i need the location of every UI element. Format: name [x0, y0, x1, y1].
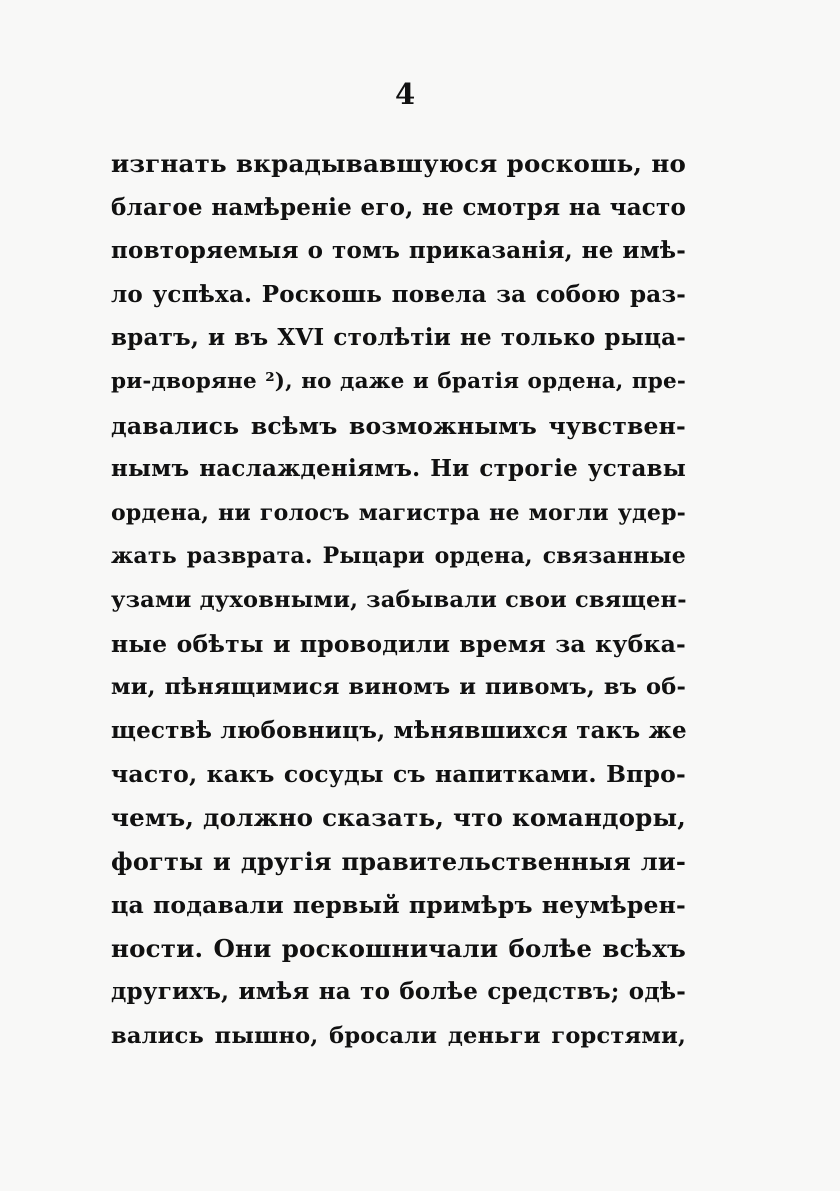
text-line: повторяемыя о томъ приказанія, не имѣ-	[111, 237, 686, 265]
text-line: ности. Они роскошничали болѣе всѣхъ	[111, 933, 686, 963]
text-line: чемъ, должно сказать, что командоры,	[111, 803, 686, 832]
text-line: ло успѣха. Роскошь повела за собою раз-	[111, 280, 686, 308]
text-line: вратъ, и въ XVI столѣтіи не только рыца-	[111, 324, 686, 352]
text-line: вались пышно, бросали деньги горстями,	[111, 1023, 686, 1049]
text-line: благое намѣреніе его, не смотря на часто	[111, 193, 686, 221]
text-line: нымъ наслажденіямъ. Ни строгіе уставы	[111, 455, 686, 483]
page-number: 4	[395, 77, 416, 111]
text-line: ца подавали первый примѣръ неумѣрен-	[111, 891, 686, 920]
text-line: другихъ, имѣя на то болѣе средствъ; одѣ-	[111, 978, 686, 1006]
text-line: ществѣ любовницъ, мѣнявшихся такъ же	[111, 716, 687, 744]
text-line: часто, какъ сосуды съ напитками. Впро-	[111, 760, 686, 789]
text-line: фогты и другія правительственныя ли-	[111, 846, 686, 876]
text-line: жать разврата. Рыцари ордена, связанные	[111, 543, 686, 570]
text-line: ордена, ни голосъ магистра не могли удер-	[111, 499, 686, 526]
text-line: ми, пѣнящимися виномъ и пивомъ, въ об-	[111, 674, 686, 701]
text-line: изгнать вкрадывавшуюся роскошь, но	[111, 149, 686, 178]
text-line: ные обѣты и проводили время за кубка-	[111, 629, 686, 658]
text-line: ри-дворяне ²), но даже и братія ордена, пре-	[111, 369, 686, 394]
text-line: узами духовными, забывали свои священ-	[111, 587, 687, 613]
text-line: давались всѣмъ возможнымъ чувствен-	[111, 411, 686, 440]
